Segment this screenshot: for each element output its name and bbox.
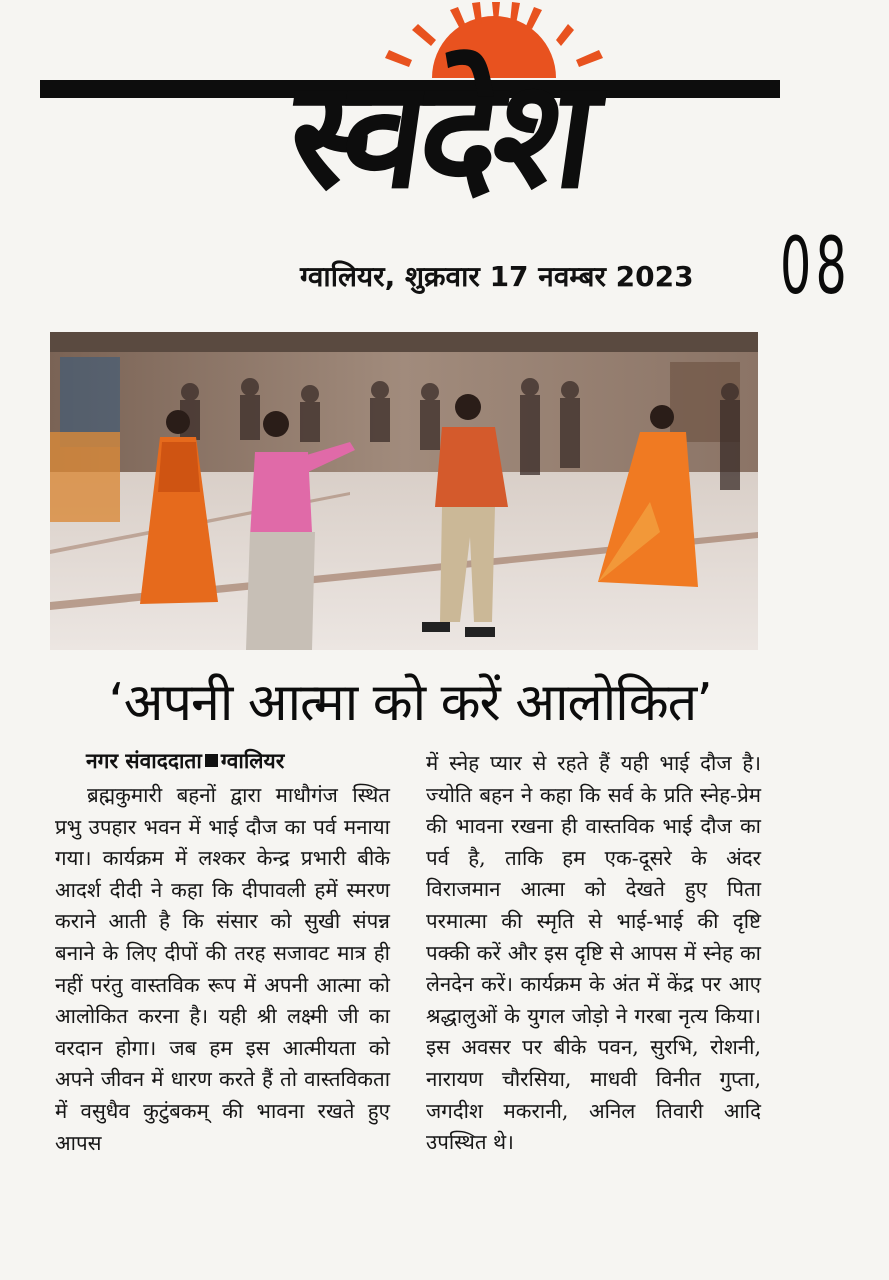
newspaper-logo: स्वदेश (278, 48, 603, 222)
article-column-1 (55, 780, 390, 1159)
garba-dance-photo-icon (50, 332, 758, 650)
byline-city: ग्वालियर (220, 749, 285, 773)
square-bullet-icon (205, 754, 218, 767)
masthead (40, 0, 800, 250)
event-photo (50, 332, 758, 650)
article-paragraph: में स्नेह प्यार से रहते हैं यही भाई दौज है। ज्योति बहन ने कहा कि सर्व के प्रति स्नेह-प्रेम की भावना रखना ही वास्तविक भाई दौज का पर्व है, ताकि हम एक-दूसरे के अंदर विराजमान आत्मा को देखते हुए पिता परमात्मा की स्मृति से भाई-भाई की दृष्टि पक्की करें और इस दृष्टि से आपस में स्नेह का लेनदेन करें। कार्यक्रम के अंत में केंद्र पर आए श्रद्धालुओं के युगल जोड़ो ने गरबा नृत्य किया। इस अवसर पर बीके पवन, सुरभि, रोशनी, नारायण चौरसिया, माधवी विनीत गुप्ता, जगदीश मकरानी, अनिल तिवारी आदि उपस्थित थे। (426, 751, 761, 1155)
byline (86, 744, 406, 778)
article-headline: ‘अपनी आत्मा को करें आलोकित’ (108, 673, 712, 733)
dateline: ग्वालियर, शुक्रवार 17 नवम्बर 2023 (300, 260, 694, 293)
page-number: 08 (780, 222, 851, 312)
byline-reporter: नगर संवाददाता (86, 749, 202, 773)
article-column-2 (426, 748, 761, 1159)
article-paragraph: ब्रह्मकुमारी बहनों द्वारा माधौगंज स्थित प्रभु उपहार भवन में भाई दौज का पर्व मनाया गया। कार्यक्रम में लश्कर केन्द्र प्रभारी बीके आदर्श दीदी ने कहा कि दीपावली हमें स्मरण कराने आती है कि संसार को सुखी संपन्न बनाने के लिए दीपों की तरह सजावट मात्र ही नहीं परंतु वास्तविक रूप में अपनी आत्मा को आलोकित करना है। यही श्री लक्ष्मी जी का वरदान होगा। जब हम इस आत्मीयता को अपने जीवन में धारण करते हैं तो वास्तविकता में वसुधैव कुटुंबकम् की भावना रखते हुए आपस (55, 783, 390, 1155)
